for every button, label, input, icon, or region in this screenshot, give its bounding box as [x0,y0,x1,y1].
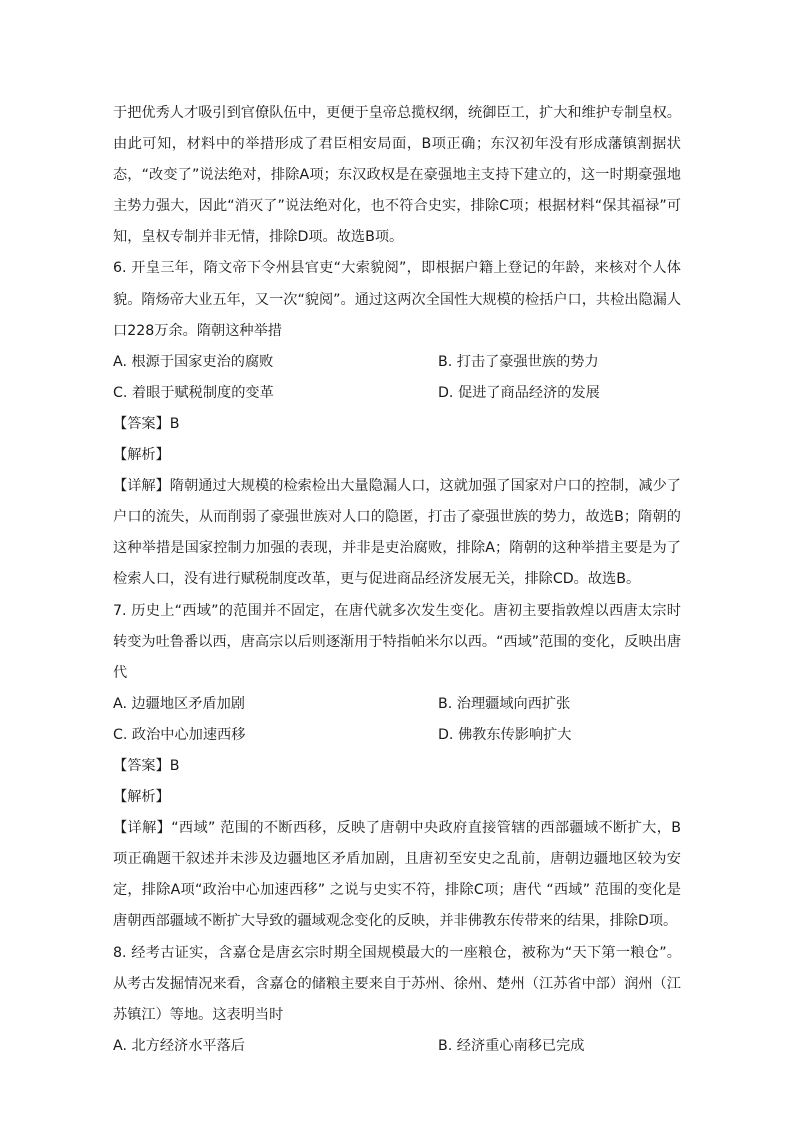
q7-answer: 【答案】B [113,757,180,774]
q8-options [113,1031,681,1062]
q7-option-d: D. 佛教东传影响扩大 [438,726,572,743]
q7-stem: 7. 历史上“西域”的范围并不固定，在唐代就多次发生变化。唐初主要指敦煌以西唐太宗时转变为吐鲁番以西，唐高宗以后则逐渐用于特指帕米尔以西。“西域”范围的变化，反映出唐代 [113,602,682,681]
q7-option-c: C. 政治中心加速西移 [113,726,246,743]
q7-options [113,689,681,751]
q6-stem: 6. 开皇三年，隋文帝下令州县官吏“大索貌阅”，即根据户籍上登记的年龄，来核对个人体貌。隋炀帝大业五年，又一次“貌阅”。通过这两次全国性大规模的检括户口，共检出隐漏人口228万余。隋朝这种举措 [113,260,682,339]
q5-analysis-continued: 于把优秀人才吸引到官僚队伍中，更便于皇帝总揽权纲，统御臣工，扩大和维护专制皇权。由此可知，材料中的举措形成了君臣相安局面，B项正确；东汉初年没有形成藩镇割据状态，“改变了”说法绝对，排除A项；东汉政权是在豪强地主支持下建立的，这一时期豪强地主势力强大，因此“消灭了”说法绝对化，也不符合史实，排除C项；根据材料“保其福禄”可知，皇权专制并非无情，排除D项。故选B项。 [113,105,681,246]
q7-analysis-label: 【解析】 [113,789,170,806]
document-page [113,98,681,1062]
q8-option-a: A. 北方经济水平落后 [113,1037,245,1054]
q6-option-d: D. 促进了商品经济的发展 [438,384,600,401]
q6-answer: 【答案】B [113,415,180,432]
q6-detail: 【详解】隋朝通过大规模的检索检出大量隐漏人口，这就加强了国家对户口的控制，减少了户口的流失，从而削弱了豪强世族对人口的隐匿，打击了豪强世族的势力，故选B；隋朝的这种举措是国家控制力加强的表现，并非是吏治腐败，排除A；隋朝的这种举措主要是为了检索人口，没有进行赋税制度改革，更与促进商品经济发展无关，排除CD。故选B。 [113,478,681,588]
q6-option-c: C. 着眼于赋税制度的变革 [113,384,274,401]
q6-options [113,347,681,409]
q8-stem: 8. 经考古证实，含嘉仓是唐玄宗时期全国规模最大的一座粮仓，被称为“天下第一粮仓”。从考古发掘情况来看，含嘉仓的储粮主要来自于苏州、徐州、楚州（江苏省中部）润州（江苏镇江）等地。这表明当时 [113,944,681,1023]
q7-option-b: B. 治理疆域向西扩张 [438,695,571,712]
q7-option-a: A. 边疆地区矛盾加剧 [113,695,245,712]
q6-analysis-label: 【解析】 [113,447,170,464]
q8-option-b: B. 经济重心南移已完成 [438,1037,585,1054]
q7-detail: 【详解】“西域” 范围的不断西移，反映了唐朝中央政府直接管辖的西部疆域不断扩大，B项正确题干叙述并未涉及边疆地区矛盾加剧，且唐初至安史之乱前，唐朝边疆地区较为安定，排除A项“政治中心加速西移” 之说与史实不符，排除C项；唐代 “西域” 范围的变化是唐朝西部疆域不断扩大导致的疆域观念变化的反映，并非佛教东传带来的结果，排除D项。 [113,820,681,930]
q6-option-b: B. 打击了豪强世族的势力 [438,353,599,370]
q6-option-a: A. 根源于国家吏治的腐败 [113,353,274,370]
